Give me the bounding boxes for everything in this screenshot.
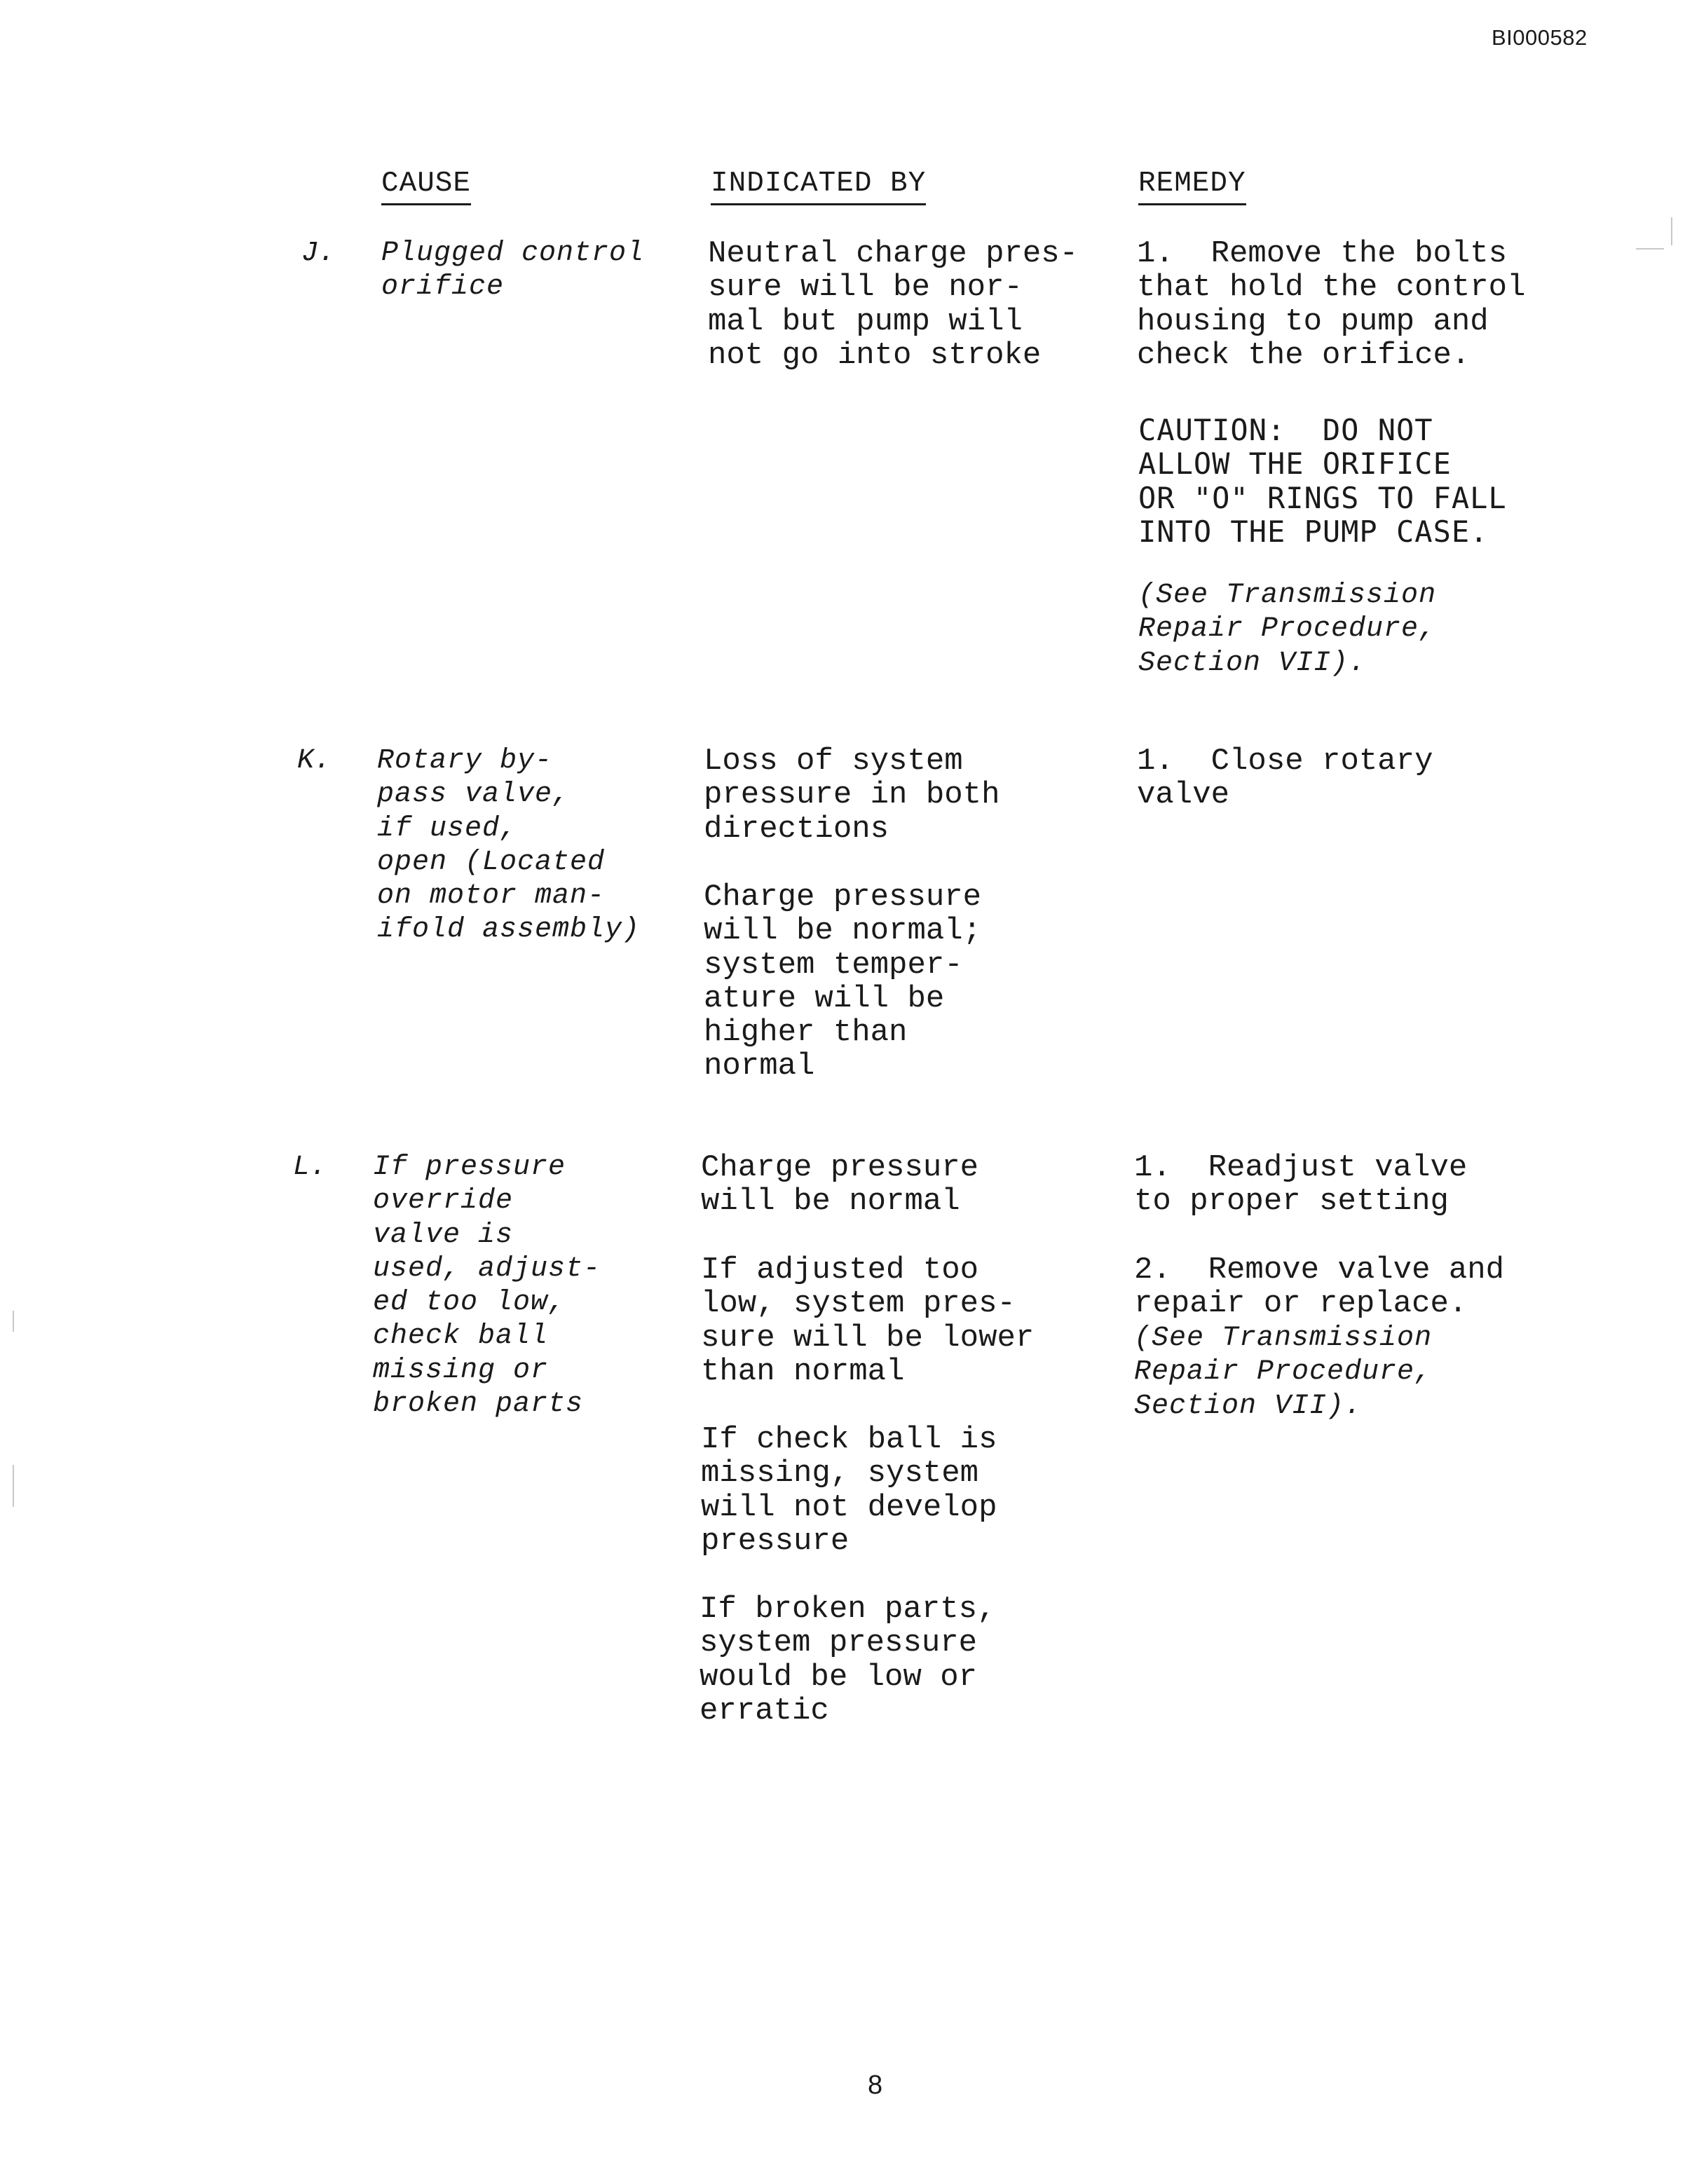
row-l-remedy-2: 2. Remove valve and repair or replace. xyxy=(1134,1253,1505,1322)
row-k-indicated-2: Charge pressure will be normal; system temper- ature will be higher than normal xyxy=(704,880,982,1084)
scan-mark xyxy=(1671,217,1672,245)
scan-mark xyxy=(1636,248,1664,250)
row-l-letter: L. xyxy=(293,1152,327,1183)
row-l-indicated-3: If check ball is missing, system will not develop pressure xyxy=(701,1422,997,1559)
row-l-indicated-2: If adjusted too low, system pres- sure will be lower than normal xyxy=(701,1253,1035,1389)
row-l-cause: If pressure override valve is used, adjust- ed too low, check ball missing or broken parts xyxy=(373,1152,601,1421)
header-remedy: REMEDY xyxy=(1138,167,1246,205)
row-j-caution: CAUTION: DO NOT ALLOW THE ORIFICE OR "O" RINGS TO FALL INTO THE PUMP CASE. xyxy=(1138,413,1507,549)
row-k-indicated-1: Loss of system pressure in both directions xyxy=(704,744,1000,847)
row-l-indicated-4: If broken parts, system pressure would be low or erratic xyxy=(700,1592,996,1728)
row-l-remedy-reference: (See Transmission Repair Procedure, Section VII). xyxy=(1134,1323,1433,1422)
row-l-indicated-1: Charge pressure will be normal xyxy=(701,1150,979,1220)
row-j-remedy-reference: (See Transmission Repair Procedure, Section VII). xyxy=(1138,580,1437,679)
scan-mark xyxy=(13,1465,14,1507)
row-k-remedy-1: 1. Close rotary valve xyxy=(1137,744,1433,813)
row-j-remedy-1: 1. Remove the bolts that hold the control housing to pump and check the orifice. xyxy=(1137,236,1526,373)
document-id: BI000582 xyxy=(1492,25,1588,50)
row-j-cause: Plugged control orifice xyxy=(381,238,645,303)
header-cause: CAUSE xyxy=(381,167,471,205)
row-k-cause: Rotary by- pass valve, if used, open (Located on motor man- ifold assembly) xyxy=(377,745,641,946)
row-j-letter: J. xyxy=(301,238,336,269)
page-number: 8 xyxy=(868,2070,883,2100)
row-j-indicated-1: Neutral charge pres- sure will be nor- mal but pump will not go into stroke xyxy=(708,236,1079,373)
row-k-letter: K. xyxy=(297,745,332,777)
header-indicated-by: INDICATED BY xyxy=(711,167,926,205)
scan-mark xyxy=(13,1311,14,1332)
row-l-remedy-1: 1. Readjust valve to proper setting xyxy=(1134,1150,1468,1220)
